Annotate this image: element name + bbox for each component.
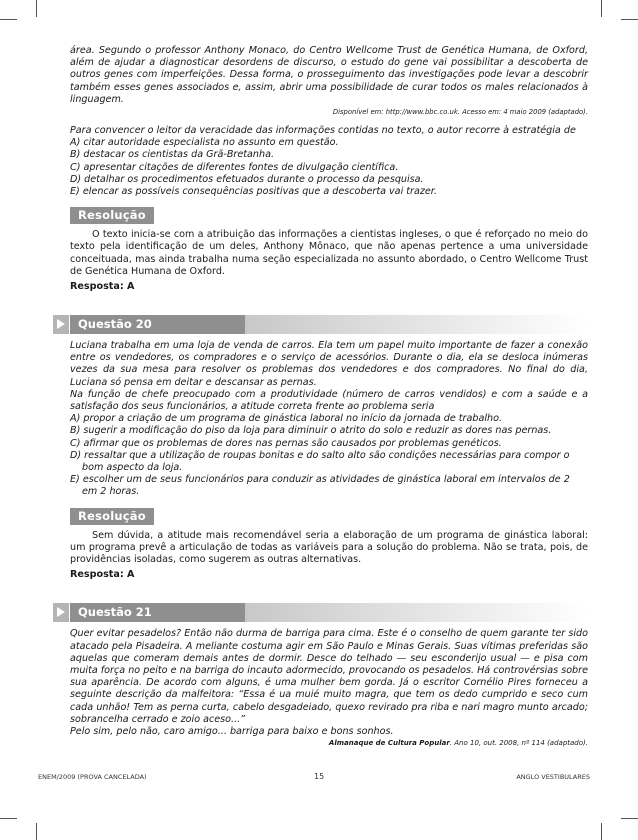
option-e: E) elencar as possíveis consequências positivas que a descoberta vai trazer. bbox=[70, 186, 437, 198]
resolution-text: Sem dúvida, a atitude mais recomendável seria a elaboração de um programa de ginástica laboral: um programa prevê a articulação de todas as variáveis para a solução do problema. Não se trata, pois, de providências isoladas, como sugerem as outras alternativas. bbox=[70, 529, 588, 566]
question-title: Questão 20 bbox=[70, 315, 245, 334]
source-title: Almanaque de Cultura Popular bbox=[328, 739, 450, 748]
footer-exam-name: ENEM/2009 (PROVA CANCELADA) bbox=[38, 773, 147, 781]
question-19 bbox=[70, 125, 588, 293]
header-gradient bbox=[245, 603, 588, 622]
crop-mark bbox=[601, 823, 602, 840]
option-b: B) sugerir a modificação do piso da loja para diminuir o atrito do solo e reduzir as dores nas pernas. bbox=[70, 425, 552, 437]
question-header bbox=[53, 603, 588, 622]
question-title: Questão 21 bbox=[70, 603, 245, 622]
option-c: C) apresentar citações de diferentes fontes de divulgação científica. bbox=[70, 161, 399, 173]
question-header bbox=[53, 315, 588, 334]
page-content bbox=[70, 45, 588, 756]
option-b: B) destacar os cientistas da Grã-Bretanha. bbox=[70, 149, 275, 161]
question-20 bbox=[70, 315, 588, 581]
source-details: . Ano 10, out. 2008, nº 114 (adaptado). bbox=[449, 739, 588, 748]
option-d: D) ressaltar que a utilização de roupas bonitas e do salto alto são condições necessárias para compor o bom aspecto da loja. bbox=[70, 449, 570, 474]
option-e: E) escolher um de seus funcionários para conduzir as atividades de ginástica laboral em intervalos de 2 em 2 horas. bbox=[70, 474, 570, 498]
option-a: A) citar autoridade especialista no assunto em questão. bbox=[70, 137, 339, 149]
footer-publisher: ANGLO VESTIBULARES bbox=[516, 773, 590, 781]
answer-line: Resposta: A bbox=[70, 569, 135, 581]
arrow-box bbox=[53, 315, 69, 334]
resolution-text: O texto inicia-se com a atribuição das informações a cientistas ingleses, o que é reforçado no meio do texto pela identificação de um deles, Anthony Mônaco, que não apenas pertence a uma universidade conceituada, mas ainda trabalha numa seção especializada no assunto abordado, o Centro Wellcome Trust de Genética Humana de Oxford. bbox=[70, 229, 588, 277]
option-c: C) afirmar que os problemas de dores nas pernas são causados por problemas genéticos. bbox=[70, 437, 502, 449]
crop-mark bbox=[621, 19, 638, 20]
crop-mark bbox=[0, 818, 17, 819]
question-prompt: Para convencer o leitor da veracidade das informações contidas no texto, o autor recorre à estratégia de bbox=[70, 125, 576, 137]
article-source: Disponível em: http://www.bbc.co.uk. Acesso em: 4 maio 2009 (adaptado). bbox=[332, 108, 588, 117]
question-text-closing: Pelo sim, pelo não, caro amigo... barriga para baixo e bons sonhos. bbox=[70, 725, 394, 737]
arrow-box bbox=[53, 603, 69, 622]
option-d: D) detalhar os procedimentos efetuados durante o processo da pesquisa. bbox=[70, 173, 424, 185]
page-number: 15 bbox=[314, 772, 325, 781]
crop-mark bbox=[621, 818, 638, 819]
resolution-heading: Resolução bbox=[70, 207, 154, 224]
answer-line: Resposta: A bbox=[70, 281, 135, 293]
question-text: Luciana trabalha em uma loja de venda de carros. Ela tem um papel muito importante de fazer a conexão entre os vendedores, os compradores e o serviço de acessórios. Durante o dia, ela se desloca inúmeras vezes da sua mesa para resolver os problemas dos vendedores e dos compradores. No final do dia, Luciana só pensa em deitar e descansar as pernas. bbox=[70, 340, 588, 388]
page-footer bbox=[38, 773, 590, 785]
continued-article-text: área. Segundo o professor Anthony Monaco, do Centro Wellcome Trust de Genética Humana, de Oxford, além de ajudar a diagnosticar desordens de discurso, o estudo do gene vai possibilitar a descoberta de outros genes com imperfeições. Dessa forma, o prosseguimento das investigações pode levar a descobrir também esses genes associados e, assim, abrir uma possibilidade de curar todos os males relacionados à linguagem. bbox=[70, 45, 588, 105]
text-source bbox=[70, 739, 588, 748]
play-arrow-icon bbox=[57, 607, 65, 617]
option-a: A) propor a criação de um programa de ginástica laboral no início da jornada de trabalho. bbox=[70, 413, 503, 425]
crop-mark bbox=[36, 823, 37, 840]
play-arrow-icon bbox=[57, 319, 65, 329]
question-21 bbox=[70, 603, 588, 748]
crop-mark bbox=[36, 0, 37, 17]
crop-mark bbox=[0, 19, 17, 20]
header-gradient bbox=[245, 315, 588, 334]
question-prompt: Na função de chefe preocupado com a produtividade (número de carros vendidos) e com a saúde e a satisfação dos seus funcionários, a atitude correta frente ao problema seria bbox=[70, 388, 588, 413]
question-text: Quer evitar pesadelos? Então não durma de barriga para cima. Este é o conselho de quem garante ter sido atacado pela Pisadeira. A meliante costuma agir em São Paulo e Minas Gerais. Suas vítimas preferidas são aquelas que comeram demais antes de dormir. Desce do telhado — seu esconderijo usual — e pisa com muita força no peito e na barriga do incauto adormecido, provocando os pesadelos. Há controvérsias sobre sua aparência. De acordo com alguns, é uma mulher bem gorda. Já o escritor Cornélio Pires forneceu a seguinte descrição da malfeitora: “Essa é ua muié muito magra, que tem os dedo cumprido e seco cum cada unhão! Tem as perna curta, cabelo desgadeiado, quexo revirado pra riba e nari magro munto arcado; sobrancelha cerrado e zoio aceso...” bbox=[70, 628, 588, 725]
crop-mark bbox=[601, 0, 602, 17]
resolution-heading: Resolução bbox=[70, 508, 154, 525]
